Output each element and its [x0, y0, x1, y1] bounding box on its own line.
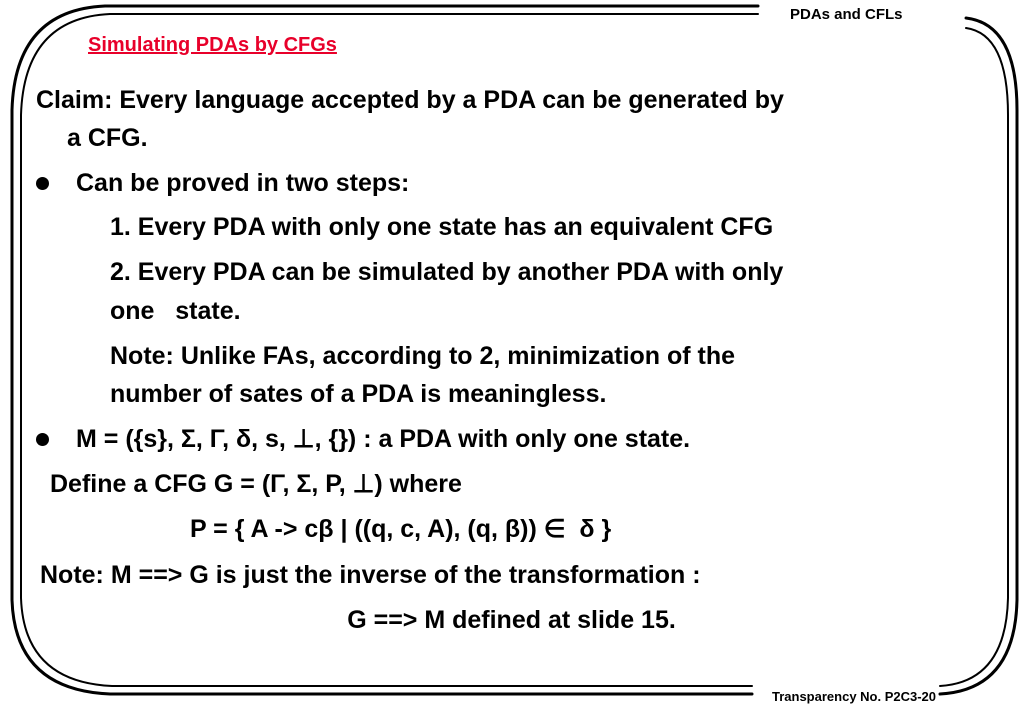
productions-line: P = { A -> cβ | ((q, c, A), (q, β)) ∈ δ } [190, 515, 612, 543]
bullet-item-proof-steps: Can be proved in two steps: [76, 169, 410, 197]
sub-item-step-1: 1. Every PDA with only one state has an equivalent CFG [110, 213, 774, 241]
slide-title: Simulating PDAs by CFGs [88, 34, 337, 56]
sub-item-note-line-1: Note: Unlike FAs, according to 2, minimization of the [110, 342, 736, 370]
bullet-item-pda-definition: M = ({s}, Σ, Γ, δ, s, ⊥, {}) : a PDA with only one state. [76, 425, 691, 453]
cfg-definition-line: Define a CFG G = (Γ, Σ, P, ⊥) where [50, 470, 462, 498]
transparency-label: Transparency No. P2C3-20 [772, 689, 937, 704]
note-line-1: Note: M ==> G is just the inverse of the transformation : [40, 561, 701, 589]
claim-line-1: Claim: Every language accepted by a PDA can be generated by [36, 86, 784, 114]
sub-item-step-2-line-1: 2. Every PDA can be simulated by another PDA with only [110, 258, 784, 286]
claim-line-2: a CFG. [67, 124, 148, 152]
bullet-dot-icon [36, 433, 49, 446]
note-line-2: G ==> M defined at slide 15. [347, 606, 676, 634]
sub-item-step-2-line-2: one state. [110, 297, 241, 325]
section-label: PDAs and CFLs [790, 6, 903, 23]
bullet-dot-icon [36, 177, 49, 190]
sub-item-note-line-2: number of sates of a PDA is meaningless. [110, 380, 607, 408]
